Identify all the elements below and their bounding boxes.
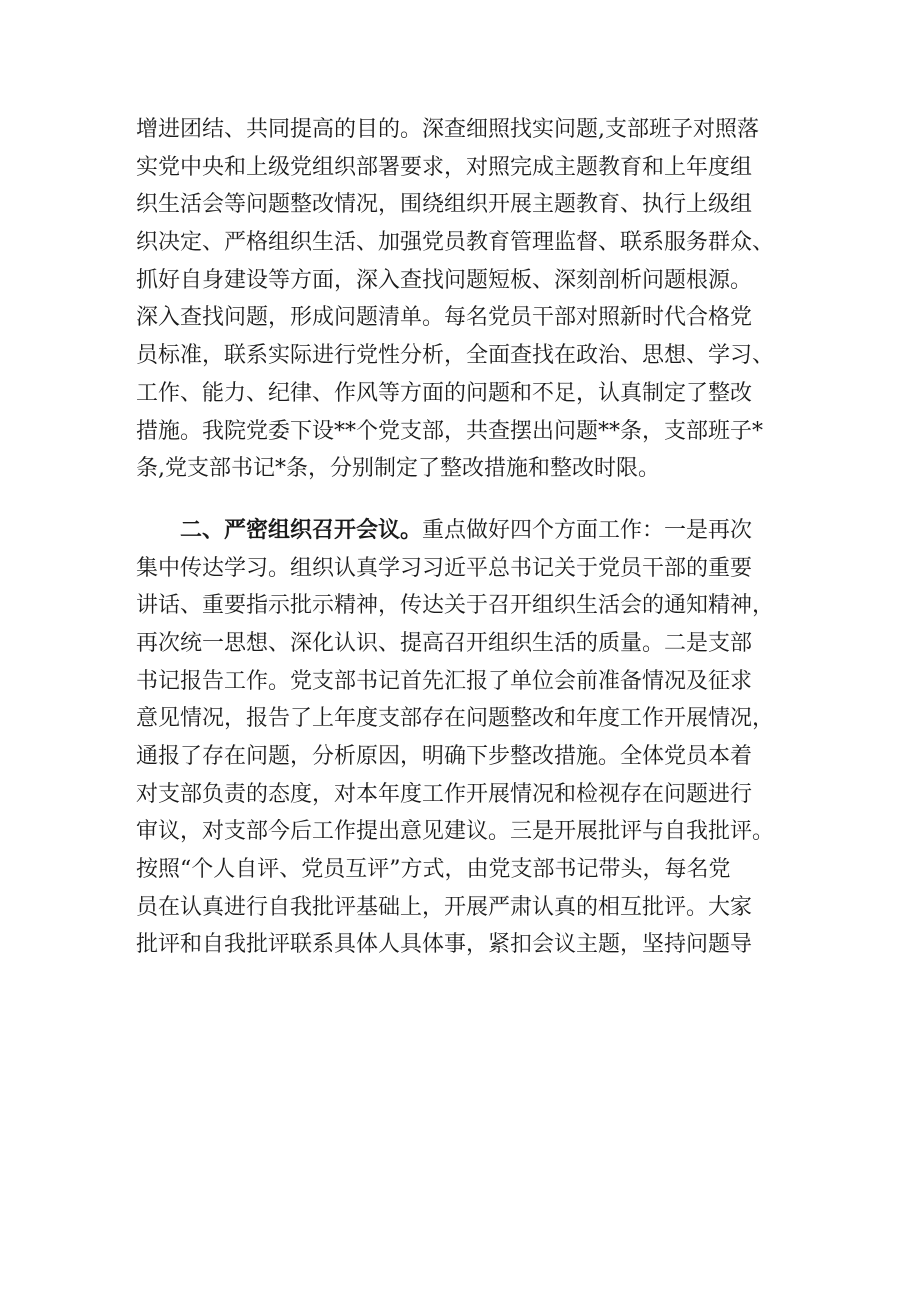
text-line: 措施。我院党委下设**个党支部，共查摆出问题**条，支部班子* [136, 418, 764, 444]
text-line-first [136, 512, 800, 550]
text-line: 集中传达学习。组织认真学习习近平总书记关于党员干部的重要 [136, 555, 753, 581]
section-heading: 二、严密组织召开会议。 [180, 516, 423, 543]
text-line: 抓好自身建设等方面，深入查找问题短板、深刻剖析问题根源。 [136, 267, 753, 293]
text-line: 对支部负责的态度，对本年度工作开展情况和检视存在问题进行 [136, 781, 753, 807]
paragraph-1 [136, 111, 800, 488]
text-line: 深入查找问题，形成问题清单。每名党员干部对照新时代合格党 [136, 305, 753, 331]
text-line: 员标准，联系实际进行党性分析，全面查找在政治、思想、学习、 [136, 343, 775, 369]
text-line: 增进团结、共同提高的目的。深查细照找实问题,支部班子对照落 [136, 117, 759, 142]
text-line: 再次统一思想、深化认识、提高召开组织生活的质量。二是支部 [136, 630, 753, 656]
document-body [136, 111, 800, 964]
text-line: 通报了存在问题，分析原因，明确下步整改措施。全体党员本着 [136, 744, 753, 769]
text-line: 织决定、严格组织生活、加强党员教育管理监督、联系服务群众、 [136, 230, 775, 256]
text-line: 书记报告工作。党支部书记首先汇报了单位会前准备情况及征求 [136, 668, 753, 694]
text-line: 织生活会等问题整改情况，围绕组织开展主题教育、执行上级组 [136, 192, 753, 218]
heading-line-rest: 重点做好四个方面工作：一是再次 [422, 517, 753, 543]
text-line: 工作、能力、纪律、作风等方面的问题和不足，认真制定了整改 [136, 380, 753, 406]
text-line: 审议，对支部今后工作提出意见建议。三是开展批评与自我批评。 [136, 819, 775, 845]
text-line: 意见情况，报告了上年度支部存在问题整改和年度工作开展情况， [136, 706, 775, 732]
text-line: 讲话、重要指示批示精神，传达关于召开组织生活会的通知精神， [136, 593, 775, 619]
text-line: 实党中央和上级党组织部署要求，对照完成主题教育和上年度组 [136, 154, 753, 180]
paragraph-2 [136, 512, 800, 964]
text-line: 批评和自我批评联系具体人具体事，紧扣会议主题，坚持问题导 [136, 932, 753, 958]
text-line: 按照“个人自评、党员互评”方式，由党支部书记带头，每名党 [136, 857, 731, 883]
text-line: 员在认真进行自我批评基础上，开展严肃认真的相互批评。大家 [136, 894, 753, 920]
text-line: 条,党支部书记*条，分别制定了整改措施和整改时限。 [136, 456, 660, 482]
